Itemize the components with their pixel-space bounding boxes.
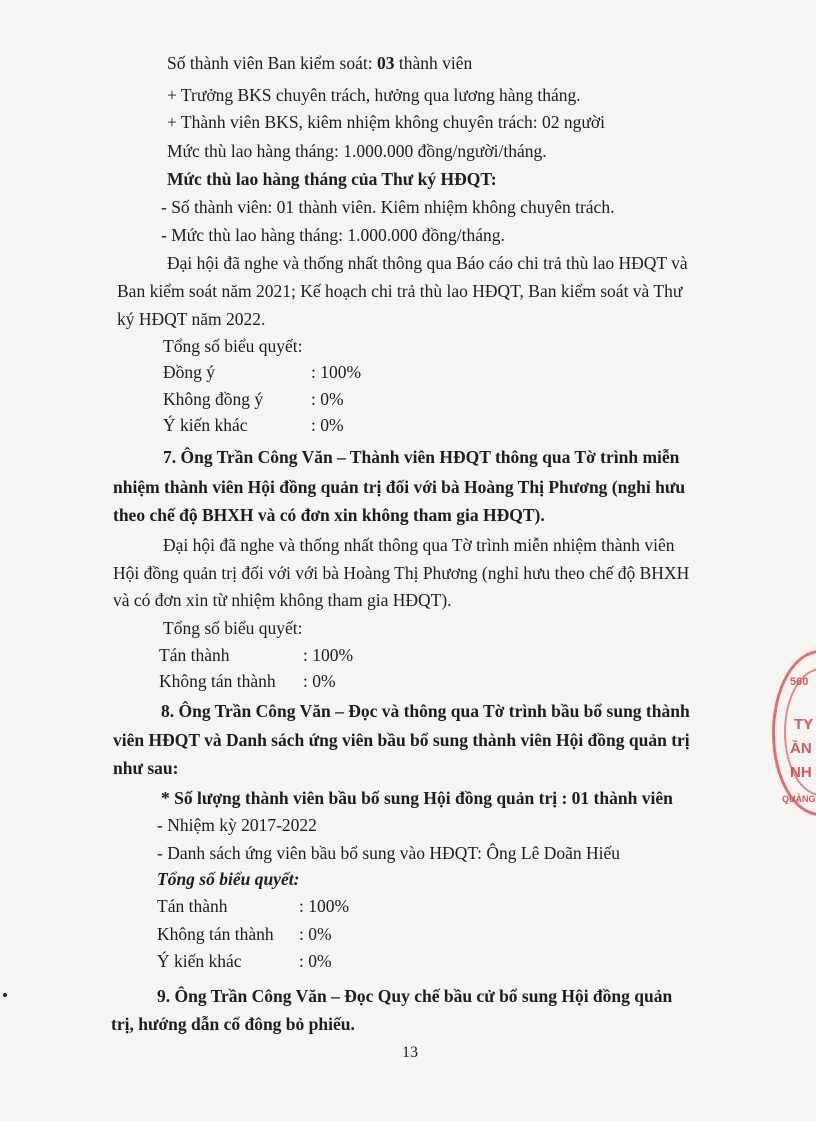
seal-text: 560	[790, 676, 809, 688]
doc-line: và có đơn xin từ nhiệm không tham gia HĐQT).	[113, 590, 452, 610]
vote-label: Đồng ý	[163, 362, 216, 382]
scan-speck	[3, 993, 7, 997]
vote-value: : 0%	[303, 671, 336, 691]
section-heading: 8. Ông Trần Công Văn – Đọc và thông qua Tờ trình bầu bổ sung thành	[161, 701, 690, 721]
vote-label: Ý kiến khác	[157, 951, 242, 971]
doc-line: Hội đồng quản trị đối với với bà Hoàng Thị Phương (nghỉ hưu theo chế độ BHXH	[113, 563, 690, 583]
doc-line: Ban kiểm soát năm 2021; Kế hoạch chi trả thù lao HĐQT, Ban kiểm soát và Thư	[117, 281, 683, 301]
vote-label: Không tán thành	[157, 924, 274, 944]
vote-label: Không đồng ý	[163, 389, 264, 409]
seal-text: QUẢNG	[782, 794, 816, 804]
section-heading: viên HĐQT và Danh sách ứng viên bầu bổ sung thành viên Hội đồng quản trị	[113, 730, 690, 750]
doc-line: - Danh sách ứng viên bầu bổ sung vào HĐQT: Ông Lê Doãn Hiếu	[157, 843, 621, 863]
doc-line: Đại hội đã nghe và thống nhất thông qua Báo cáo chi trả thù lao HĐQT và	[167, 253, 688, 273]
vote-value: : 100%	[299, 896, 350, 916]
vote-label: Tán thành	[159, 645, 230, 665]
seal-text: NH	[790, 764, 812, 781]
doc-line: Tổng số biểu quyết:	[163, 618, 303, 638]
section-subheading: * Số lượng thành viên bầu bổ sung Hội đồng quản trị : 01 thành viên	[161, 788, 673, 808]
vote-value: : 100%	[303, 645, 354, 665]
vote-value: : 0%	[299, 951, 332, 971]
vote-value: : 0%	[299, 924, 332, 944]
doc-line: - Nhiệm kỳ 2017-2022	[157, 815, 317, 835]
vote-label: Tán thành	[157, 896, 228, 916]
vote-value: : 0%	[311, 415, 344, 435]
seal-text: ẦN	[790, 740, 812, 757]
doc-line: Mức thù lao hàng tháng: 1.000.000 đồng/người/tháng.	[167, 141, 547, 161]
section-heading: nhiệm thành viên Hội đồng quản trị đối với bà Hoàng Thị Phương (nghỉ hưu	[113, 477, 686, 497]
section-heading: 9. Ông Trần Công Văn – Đọc Quy chế bầu cử bổ sung Hội đồng quản	[157, 986, 673, 1006]
doc-line: Số thành viên Ban kiểm soát: 03 thành viên	[167, 53, 473, 73]
doc-line: + Trưởng BKS chuyên trách, hưởng qua lương hàng tháng.	[167, 85, 581, 105]
page-number: 13	[402, 1044, 418, 1061]
doc-line: Đại hội đã nghe và thống nhất thông qua Tờ trình miễn nhiệm thành viên	[163, 535, 675, 555]
vote-value: : 0%	[311, 389, 344, 409]
section-heading: như sau:	[113, 758, 179, 778]
vote-label: Không tán thành	[159, 671, 276, 691]
doc-line: ký HĐQT năm 2022.	[117, 309, 266, 329]
doc-line: + Thành viên BKS, kiêm nhiệm không chuyên trách: 02 người	[167, 112, 606, 132]
vote-value: : 100%	[311, 362, 362, 382]
section-heading: trị, hướng dẫn cổ đông bỏ phiếu.	[111, 1014, 355, 1034]
vote-label: Ý kiến khác	[163, 415, 248, 435]
doc-line: - Số thành viên: 01 thành viên. Kiêm nhiệm không chuyên trách.	[161, 197, 615, 217]
section-heading: 7. Ông Trần Công Văn – Thành viên HĐQT thông qua Tờ trình miễn	[163, 447, 680, 467]
doc-line: - Mức thù lao hàng tháng: 1.000.000 đồng/tháng.	[161, 225, 505, 245]
seal-text: TY	[794, 716, 814, 733]
doc-line: Tổng số biểu quyết:	[163, 336, 303, 356]
section-subheading: Tổng số biểu quyết:	[157, 869, 300, 889]
section-heading: theo chế độ BHXH và có đơn xin không tham gia HĐQT).	[113, 505, 545, 525]
section-subheading: Mức thù lao hàng tháng của Thư ký HĐQT:	[167, 169, 497, 189]
